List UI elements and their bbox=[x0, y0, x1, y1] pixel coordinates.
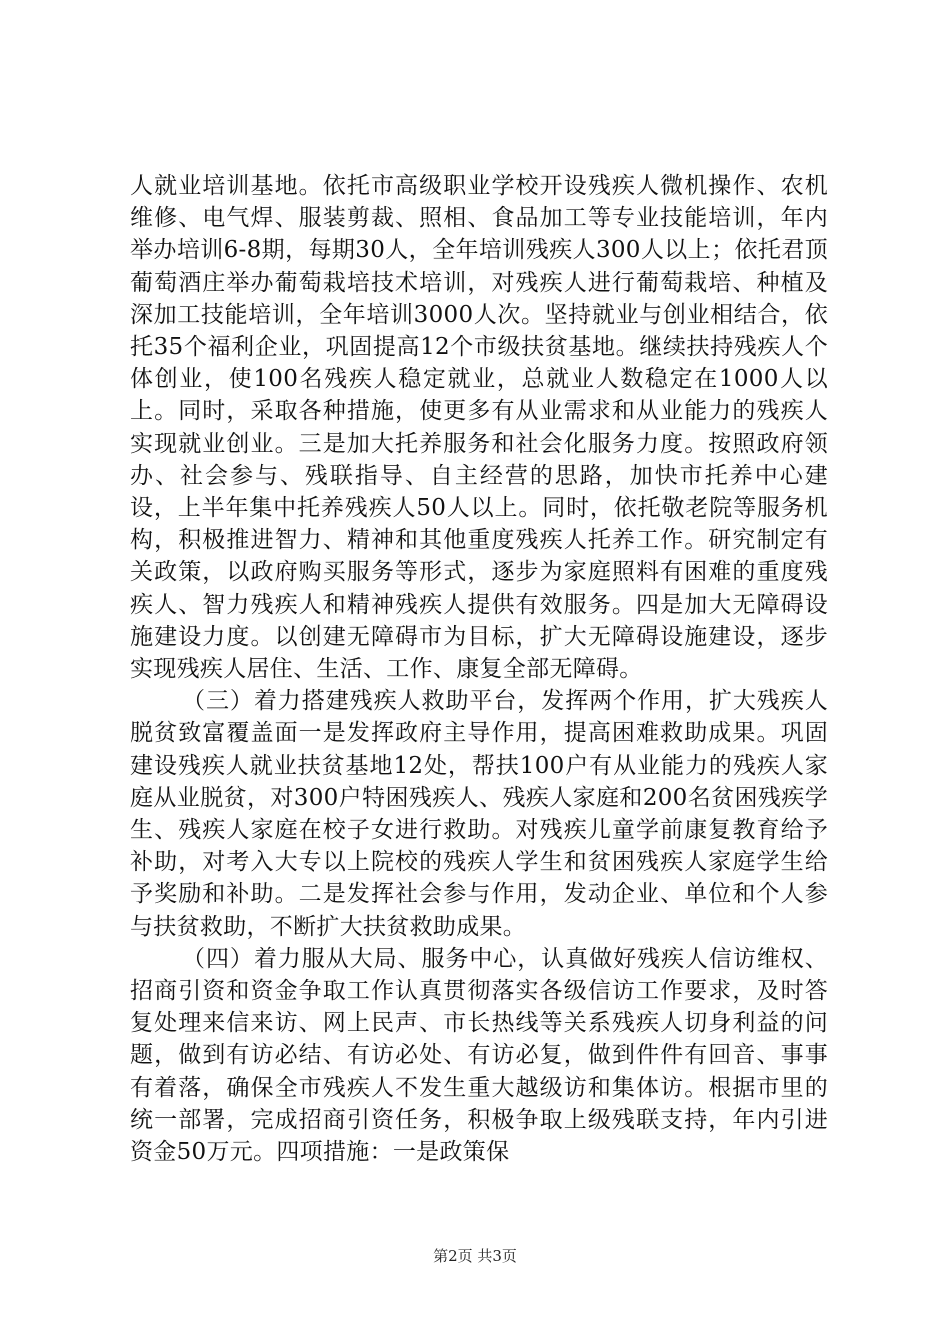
page-number: 第2页 共3页 bbox=[433, 1247, 517, 1265]
page-footer bbox=[0, 1246, 950, 1266]
paragraph-3: （四）着力服从大局、服务中心，认真做好残疾人信访维权、招商引资和资金争取工作认真贯彻落实各级信访工作要求，及时答复处理来信来访、网上民声、市长热线等关系残疾人切身利益的问题，做到有访必结、有访必处、有访必复，做到件件有回音、事事有着落，确保全市残疾人不发生重大越级访和集体访。根据市里的统一部署，完成招商引资任务，积极争取上级残联支持，年内引进资金50万元。四项措施：一是政策保 bbox=[130, 945, 828, 1166]
body-text bbox=[130, 170, 828, 1168]
paragraph-2: （三）着力搭建残疾人救助平台，发挥两个作用，扩大残疾人脱贫致富覆盖面一是发挥政府主导作用，提高困难救助成果。巩固建设残疾人就业扶贫基地12处，帮扶100户有从业能力的残疾人家庭从业脱贫，对300户特困残疾人、残疾人家庭和200名贫困残疾学生、残疾人家庭在校子女进行救助。对残疾儿童学前康复教育给予补助，对考入大专以上院校的残疾人学生和贫困残疾人家庭学生给予奖励和补助。二是发挥社会参与作用，发动企业、单位和个人参与扶贫救助，不断扩大扶贫救助成果。 bbox=[130, 688, 828, 940]
paragraph-1: 人就业培训基地。依托市高级职业学校开设残疾人微机操作、农机维修、电气焊、服装剪裁、照相、食品加工等专业技能培训，年内举办培训6-8期，每期30人，全年培训残疾人300人以上；依托君顶葡萄酒庄举办葡萄栽培技术培训，对残疾人进行葡萄栽培、种植及深加工技能培训，全年培训3000人次。坚持就业与创业相结合，依托35个福利企业，巩固提高12个市级扶贫基地。继续扶持残疾人个体创业，使100名残疾人稳定就业，总就业人数稳定在1000人以上。同时，采取各种措施，使更多有从业需求和从业能力的残疾人实现就业创业。三是加大托养服务和社会化服务力度。按照政府领办、社会参与、残联指导、自主经营的思路，加快市托养中心建设，上半年集中托养残疾人50人以上。同时，依托敬老院等服务机构，积极推进智力、精神和其他重度残疾人托养工作。研究制定有关政策，以政府购买服务等形式，逐步为家庭照料有困难的重度残疾人、智力残疾人和精神残疾人提供有效服务。四是加大无障碍设施建设力度。以创建无障碍市为目标，扩大无障碍设施建设，逐步实现残疾人居住、生活、工作、康复全部无障碍。 bbox=[130, 173, 828, 683]
